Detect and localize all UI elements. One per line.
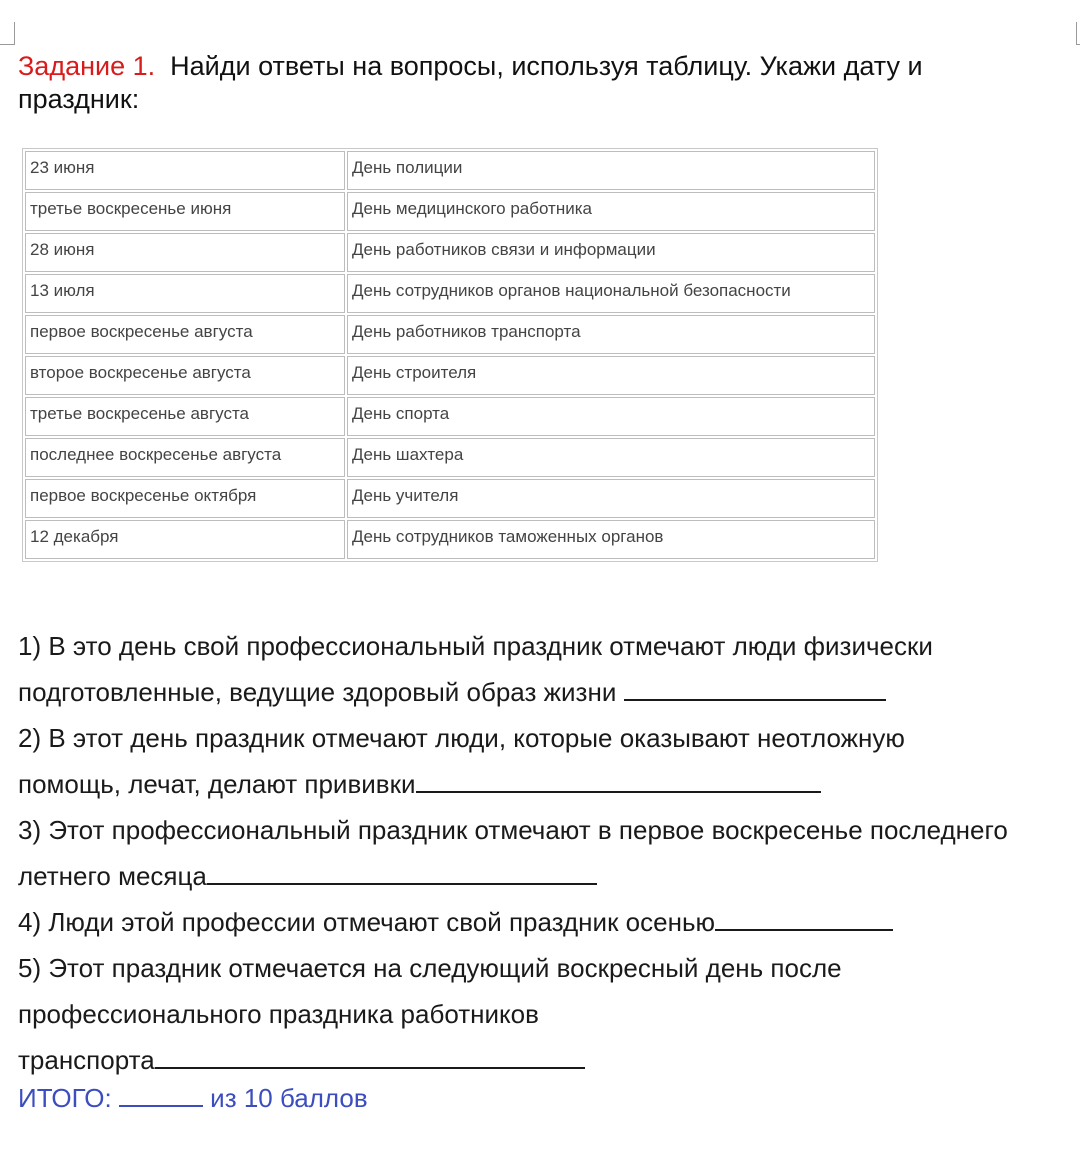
corner-crop-mark (1076, 44, 1080, 45)
corner-crop-mark (0, 44, 15, 45)
holiday-cell: День работников транспорта (347, 315, 875, 354)
table-row (25, 274, 875, 313)
holiday-cell: День шахтера (347, 438, 875, 477)
date-cell: 12 декабря (25, 520, 345, 559)
question-text: 5) Этот праздник отмечается на следующий воскресный день после (18, 953, 842, 983)
table-row (25, 315, 875, 354)
question-text: профессионального праздника работников (18, 999, 539, 1029)
total-suffix: из 10 баллов (210, 1083, 368, 1113)
question-text: 1) В это день свой профессиональный праздник отмечают люди физически (18, 631, 933, 661)
table-row (25, 356, 875, 395)
date-cell: 23 июня (25, 151, 345, 190)
answer-blank-3[interactable] (207, 855, 597, 885)
question-4 (18, 899, 1078, 945)
table-row (25, 233, 875, 272)
holiday-table (22, 148, 878, 562)
score-blank[interactable] (119, 1081, 203, 1107)
holiday-cell: День медицинского работника (347, 192, 875, 231)
total-score (18, 1080, 368, 1116)
date-cell: третье воскресенье августа (25, 397, 345, 436)
question-5 (18, 945, 1078, 1083)
answer-blank-5[interactable] (155, 1039, 585, 1069)
date-cell: 13 июля (25, 274, 345, 313)
question-2 (18, 715, 1078, 807)
date-cell: первое воскресенье октября (25, 479, 345, 518)
question-text: помощь, лечат, делают прививки (18, 769, 416, 799)
holiday-cell: День учителя (347, 479, 875, 518)
holiday-cell: День спорта (347, 397, 875, 436)
question-1 (18, 623, 1078, 715)
holiday-cell: День строителя (347, 356, 875, 395)
corner-crop-mark (1076, 22, 1077, 44)
table-row (25, 438, 875, 477)
answer-blank-4[interactable] (715, 901, 893, 931)
table-row (25, 151, 875, 190)
answer-blank-2[interactable] (416, 763, 821, 793)
task-text: Найди ответы на вопросы, используя таблицу. Укажи дату и праздник: (18, 51, 923, 114)
table-row (25, 192, 875, 231)
task-title (18, 50, 1018, 116)
corner-crop-mark (14, 22, 15, 44)
question-text: летнего месяца (18, 861, 207, 891)
date-cell: второе воскресенье августа (25, 356, 345, 395)
question-3 (18, 807, 1078, 899)
holiday-cell: День сотрудников таможенных органов (347, 520, 875, 559)
holiday-cell: День сотрудников органов национальной безопасности (347, 274, 875, 313)
total-label: ИТОГО: (18, 1083, 112, 1113)
answer-blank-1[interactable] (624, 671, 886, 701)
table-row (25, 520, 875, 559)
date-cell: 28 июня (25, 233, 345, 272)
task-label: Задание 1. (18, 51, 156, 81)
questions-list (18, 623, 1078, 1083)
table-row (25, 479, 875, 518)
question-text: транспорта (18, 1045, 155, 1075)
date-cell: третье воскресенье июня (25, 192, 345, 231)
holiday-cell: День работников связи и информации (347, 233, 875, 272)
date-cell: последнее воскресенье августа (25, 438, 345, 477)
question-text: подготовленные, ведущие здоровый образ жизни (18, 677, 624, 707)
holiday-cell: День полиции (347, 151, 875, 190)
question-text: 2) В этот день праздник отмечают люди, которые оказывают неотложную (18, 723, 905, 753)
question-text: 4) Люди этой профессии отмечают свой праздник осенью (18, 907, 715, 937)
date-cell: первое воскресенье августа (25, 315, 345, 354)
question-text: 3) Этот профессиональный праздник отмечают в первое воскресенье последнего (18, 815, 1008, 845)
table-row (25, 397, 875, 436)
